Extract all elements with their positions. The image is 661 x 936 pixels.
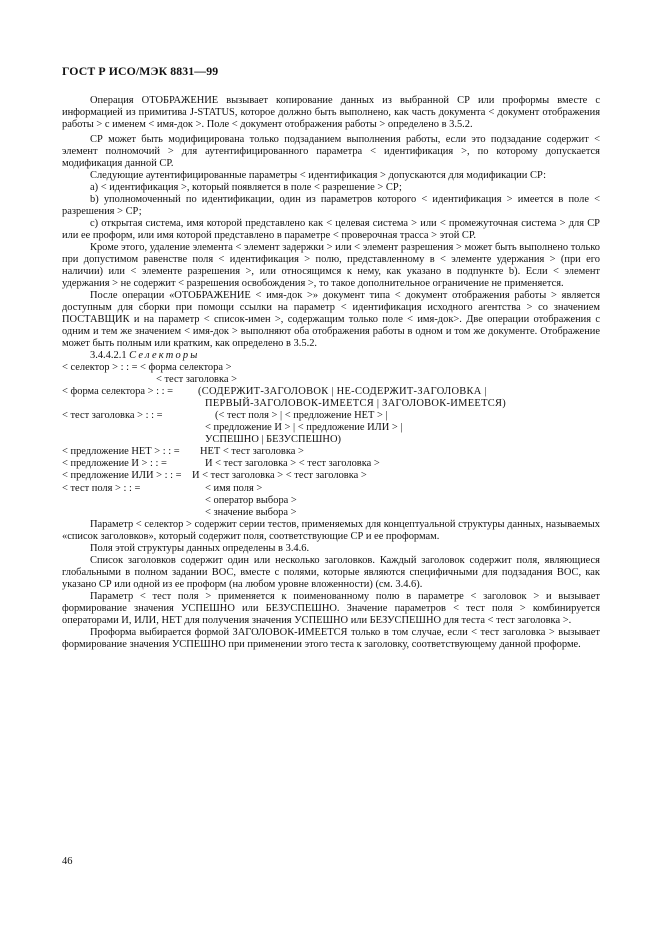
grammar-lhs: < предложение ИЛИ > : : = [62,470,182,482]
grammar-line [62,434,600,446]
grammar-rhs: < форма селектора > [140,362,232,374]
list-item-a: a) < идентификация >, который появляется в поле < разрешение > СР; [90,182,402,194]
paragraph-proforma: Проформа выбирается формой ЗАГОЛОВОК-ИМЕЕТСЯ только в том случае, если < тест заголовка > вызывает формирование значения УСПЕШНО при применении этого теста к заголовку, соответствующему данной проформе. [62,626,600,650]
grammar-rhs: НЕТ < тест заголовка > [200,446,304,458]
grammar-line [62,470,600,482]
grammar-rhs: < тест заголовка > [156,374,238,386]
grammar-rhs: И < тест заголовка > < тест заголовка > [205,458,380,470]
paragraph-header-list: Список заголовков содержит один или несколько заголовков. Каждый заголовок содержит поля, являющиеся глобальными в полном задании ВОС, вместе с полями, которые являются специфичными для подзадания ВОС, как указано СР или одной из ее проформ (на любом уровне вложенности) (см. 3.4.6). [62,554,600,590]
grammar-lhs: < форма селектора > : : = [62,386,173,398]
paragraph-modification: СР может быть модифицирована только подзаданием выполнения работы, если это подзадание содержит < элемент полномочий > для аутентифицированного параметра < идентификация >, по которому допускается модификация данной СР. [62,134,600,170]
grammar-lhs: < тест поля > : : = [62,482,141,494]
paragraph-after-display: После операции «ОТОБРАЖЕНИЕ < имя-док >» документ типа < документ отображения работы > является доступным для сборки при помощи ссылки на параметр < идентификация исходного агентства > со значением ПОСТАВЩИК и на параметр < список-имен >, содержащим только поле < имя-док>. Две операции отображения с одним и тем же значением < имя-док > выполняют оба отображения работы в одном и том же документе. Отображение может быть полным или кратким, как определено в 3.5.2. [62,290,600,350]
grammar-rhs: ПЕРВЫЙ-ЗАГОЛОВОК-ИМЕЕТСЯ | ЗАГОЛОВОК-ИМЕЕТСЯ) [205,398,507,410]
grammar-line [62,362,600,374]
paragraph-field-test: Параметр < тест поля > применяется к поименованному полю в параметре < заголовок > и вызывает формирование значения УСПЕШНО или БЕЗУСПЕШНО. Значение параметров < тест поля > комбинируется операторами И, ИЛИ, НЕТ для получения значения УСПЕШНО или БЕЗУСПЕШНО для теста < тест заголовка >. [62,590,600,626]
grammar-rhs: < оператор выбора > [205,494,297,506]
grammar-line [62,446,600,458]
grammar-lhs: < селектор > : : = [62,362,138,374]
grammar-rhs: УСПЕШНО | БЕЗУСПЕШНО) [205,434,341,446]
grammar-block [62,362,600,518]
list-item-b: b) уполномоченный по идентификации, один из параметров которого < идентификация > имеется в поле < разрешения > СР; [62,194,600,218]
grammar-lhs: < предложение НЕТ > : : = [62,446,180,458]
page-header: ГОСТ Р ИСО/МЭК 8831—99 [62,64,219,78]
grammar-lhs: < тест заголовка > : : = [62,410,163,422]
grammar-line [62,410,600,422]
section-heading [62,350,600,362]
grammar-line [62,422,600,434]
paragraph-display-operation: Операция ОТОБРАЖЕНИЕ вызывает копирование данных из выбранной СР или проформы вместе с информацией из примитива J-STATUS, которое должно быть выполнено, как часть документа < документ отображения работы > с именем < имя-док >. Поле < документ отображения работы > определено в 3.5.2. [62,95,600,131]
section-number: 3.4.4.2.1 [90,350,127,362]
grammar-rhs: < значение выбора > [205,506,297,518]
grammar-rhs: < предложение И > | < предложение ИЛИ > | [205,422,403,434]
grammar-line [62,458,600,470]
list-item-c: c) открытая система, имя которой представлено как < целевая система > или < промежуточная система > для СР или ее проформ, или имя которой представлено в параметре < проверочная трасса > этой СР. [62,218,600,242]
paragraph-fields: Поля этой структуры данных определены в 3.4.6. [90,542,310,554]
grammar-rhs: (< тест поля > | < предложение НЕТ > | [215,410,388,422]
grammar-rhs: И < тест заголовка > < тест заголовка > [192,470,367,482]
section-title: Селекторы [129,350,200,362]
grammar-line [62,507,600,519]
grammar-rhs: (СОДЕРЖИТ-ЗАГОЛОВОК | НЕ-СОДЕРЖИТ-ЗАГОЛОВКА | [198,386,487,398]
document-body [62,95,600,651]
grammar-lhs: < предложение И > : : = [62,458,167,470]
paragraph-auth-params: Следующие аутентифицированные параметры < идентификация > допускаются для модификации СР: [90,170,547,182]
paragraph-selector: Параметр < селектор > содержит серии тестов, применяемых для концептуальной структуры данных, называемых «список заголовков», который содержит поля, соответствующие СР и ее проформам. [62,518,600,542]
grammar-line [62,483,600,495]
page-number: 46 [62,856,73,867]
grammar-line [62,495,600,507]
paragraph-deletion: Кроме этого, удаление элемента < элемент задержки > или < элемент разрешения > может быть выполнено только при допустимом равенстве поля < идентификация > полю, представленному в < элементе удержания > (при его наличии) или < элементе разрешения >, или относящимся к нему, как указано в подпункте b). Если < элемент удержания > не содержит < разрешения освобождения >, то такое дополнительное ограничение не применяется. [62,242,600,290]
grammar-line [62,386,600,398]
grammar-line [62,374,600,386]
grammar-line [62,398,600,410]
grammar-rhs: < имя поля > [205,482,263,494]
